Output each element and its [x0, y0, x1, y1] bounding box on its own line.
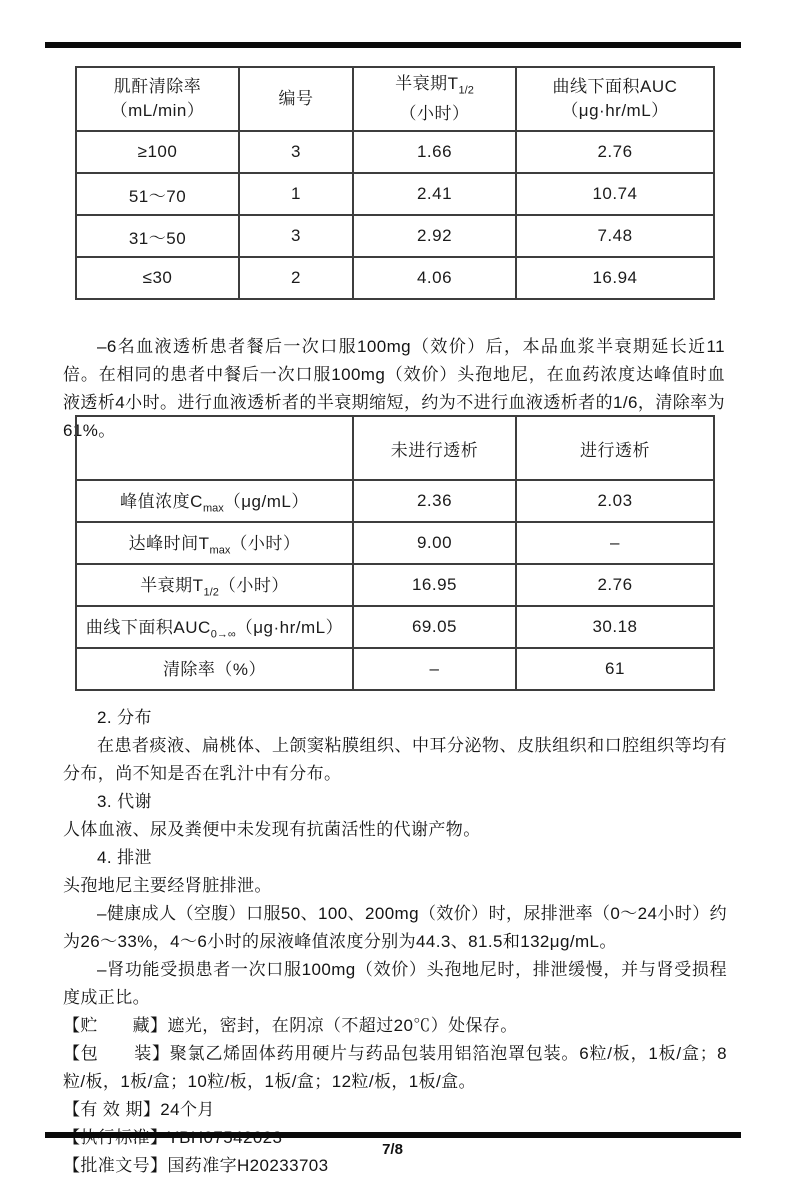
body-sections — [63, 704, 727, 1178]
table-row — [76, 648, 714, 690]
field-shelf-life: 【有 效 期】24个月 — [63, 1100, 215, 1119]
paragraph-excretion-impaired: –肾功能受损患者一次口服100mg（效价）头孢地尼时，排泄缓慢，并与肾受损程度成正比。 — [63, 960, 727, 1007]
paragraph-distribution: 在患者痰液、扁桃体、上颌窦粘膜组织、中耳分泌物、皮肤组织和口腔组织等均有分布，尚不知是否在乳汁中有分布。 — [63, 736, 727, 783]
table-row — [76, 131, 714, 173]
table-row — [76, 257, 714, 299]
table-cell: 3 — [239, 131, 353, 173]
table-row — [76, 215, 714, 257]
column-header-parameter — [76, 416, 353, 480]
paragraph-excretion-healthy: –健康成人（空腹）口服50、100、200mg（效价）时，尿排泄率（0～24小时）约为26～33%，4～6小时的尿液峰值浓度分别为44.3、81.5和132μg/mL。 — [63, 904, 727, 951]
table-cell: 2.41 — [353, 173, 516, 215]
table-cell: 2 — [239, 257, 353, 299]
bottom-rule — [45, 1132, 741, 1138]
table-row — [76, 564, 714, 606]
table-cell: 1.66 — [353, 131, 516, 173]
column-header-auc: 曲线下面积AUC （μg·hr/mL） — [516, 67, 714, 131]
row-label: 清除率（%） — [76, 648, 353, 690]
table-cell: 2.92 — [353, 215, 516, 257]
table-cell: ≥100 — [76, 131, 239, 173]
page-number: 7/8 — [382, 1141, 403, 1158]
paragraph-metabolism: 人体血液、尿及粪便中未发现有抗菌活性的代谢产物。 — [63, 820, 481, 839]
row-label: 曲线下面积$AUC_{0\to\infty}(\mu g\cdot hr/mL)$ — [76, 606, 353, 648]
table-row — [76, 606, 714, 648]
column-header-half-life: 半衰期$T_{1/2}$ （小时） — [353, 67, 516, 131]
table-row — [76, 480, 714, 522]
field-storage: 【贮 藏】遮光，密封，在阴凉（不超过20℃）处保存。 — [63, 1016, 518, 1035]
top-rule — [45, 42, 741, 48]
dialysis-comparison-table — [75, 415, 715, 691]
hemodialysis-paragraph: –6名血液透析患者餐后一次口服100mg（效价）后，本品血浆半衰期延长近11倍。在相同的患者中餐后一次口服100mg（效价）头孢地尼，在血药浓度达峰值时血液透析4小时。进行血液透析者的半衰期缩短，约为不进行血液透析者的1/6，清除率为61%。 — [63, 337, 725, 440]
table-cell: 2.03 — [516, 480, 714, 522]
table-cell: 7.48 — [516, 215, 714, 257]
table-header-row — [76, 67, 714, 131]
table-cell: 2.76 — [516, 564, 714, 606]
table-cell: 1 — [239, 173, 353, 215]
section-heading-metabolism: 3. 代谢 — [97, 792, 152, 811]
renal-clearance-table — [75, 66, 715, 300]
section-heading-excretion: 4. 排泄 — [97, 848, 152, 867]
table-cell: 61 — [516, 648, 714, 690]
table-cell: 2.76 — [516, 131, 714, 173]
table-cell: 4.06 — [353, 257, 516, 299]
column-header-dialysis: 进行透析 — [516, 416, 714, 480]
table-cell: 30.18 — [516, 606, 714, 648]
table-cell: 31～50 — [76, 215, 239, 257]
table-cell: 2.36 — [353, 480, 516, 522]
table-cell: 16.94 — [516, 257, 714, 299]
column-header-number: 编号 — [239, 67, 353, 131]
paragraph-excretion-main: 头孢地尼主要经肾脏排泄。 — [63, 876, 272, 895]
table-cell: 16.95 — [353, 564, 516, 606]
table-cell: 10.74 — [516, 173, 714, 215]
field-approval-number: 【批准文号】国药准字H20233703 — [63, 1156, 329, 1175]
table-cell: – — [516, 522, 714, 564]
table-cell: 51～70 — [76, 173, 239, 215]
table-cell: 69.05 — [353, 606, 516, 648]
row-label: 达峰时间$T_{max}$（小时） — [76, 522, 353, 564]
row-label: 峰值浓度$C_{max}(\mu g/mL)$ — [76, 480, 353, 522]
field-packaging: 【包 装】聚氯乙烯固体药用硬片与药品包装用铝箔泡罩包装。6粒/板，1板/盒；8粒/板，1板/盒；10粒/板，1板/盒；12粒/板，1板/盒。 — [63, 1044, 727, 1091]
column-header-no-dialysis: 未进行透析 — [353, 416, 516, 480]
table-row — [76, 173, 714, 215]
row-label: 半衰期$T_{1/2}$（小时） — [76, 564, 353, 606]
table-cell: 3 — [239, 215, 353, 257]
section-heading-distribution: 2. 分布 — [97, 708, 152, 727]
table-cell: 9.00 — [353, 522, 516, 564]
table-row — [76, 522, 714, 564]
table-header-row — [76, 416, 714, 480]
table-cell: – — [353, 648, 516, 690]
column-header-creatinine-clearance: 肌酐清除率 （mL/min） — [76, 67, 239, 131]
table-cell: ≤30 — [76, 257, 239, 299]
